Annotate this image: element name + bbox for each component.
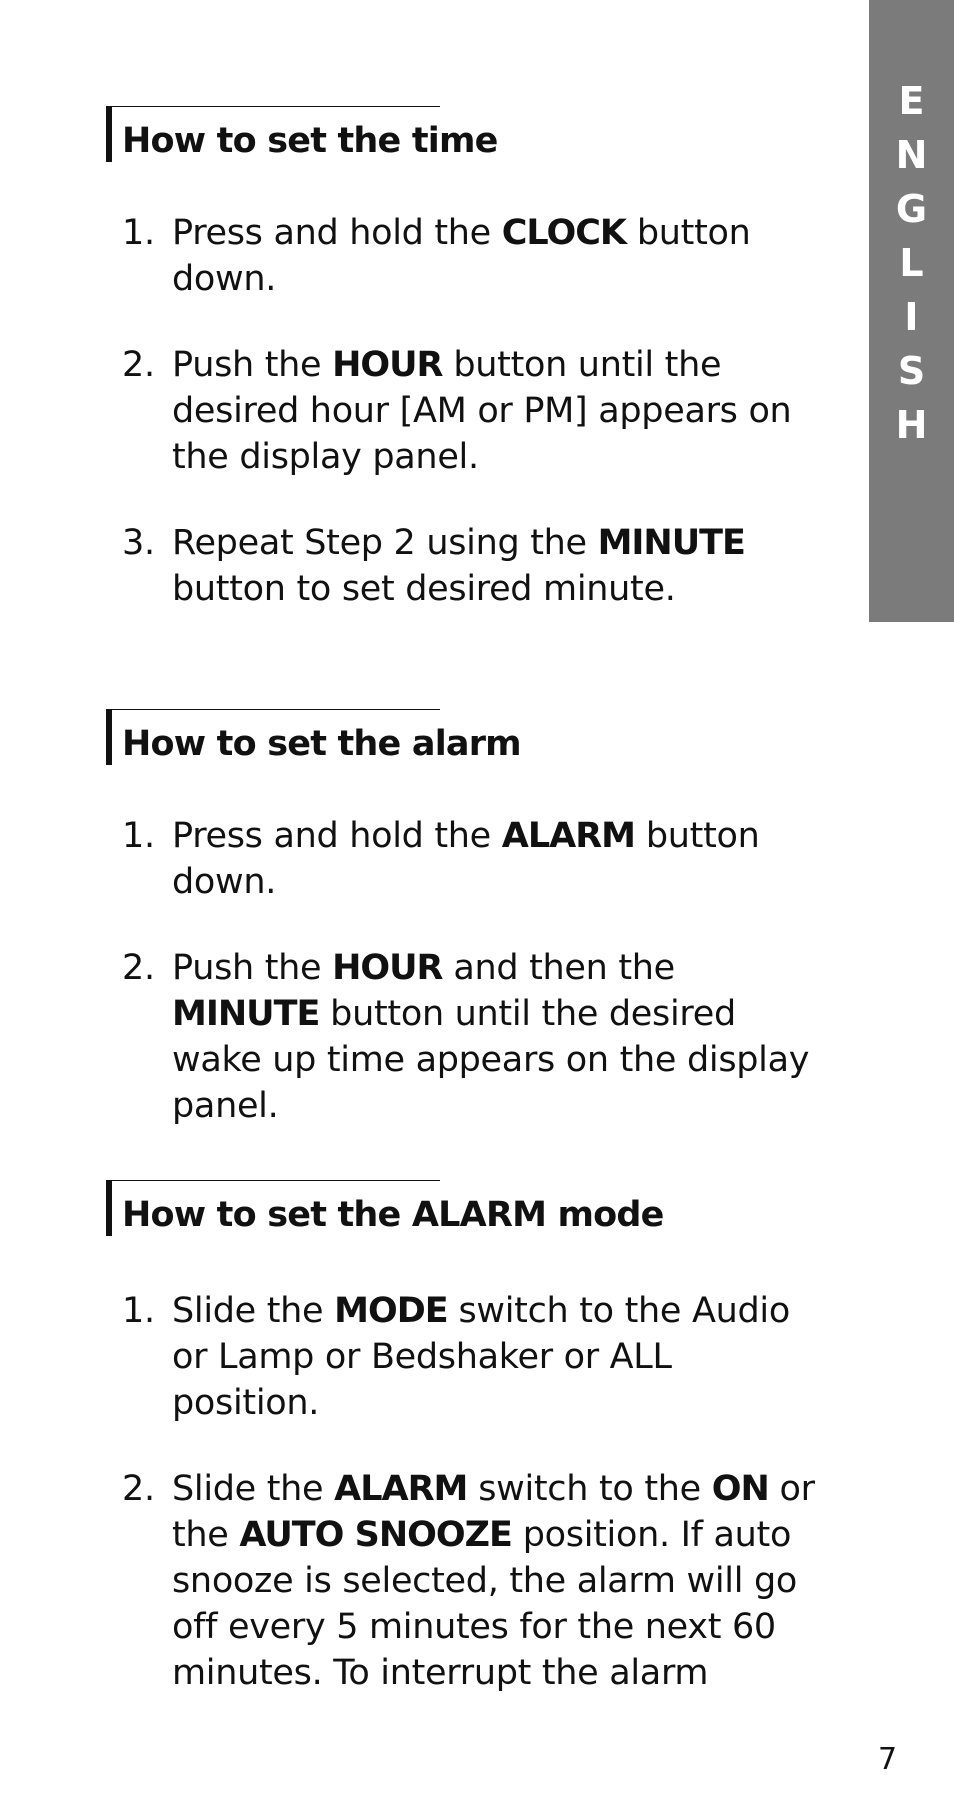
step-text: or the bbox=[172, 1469, 815, 1555]
step-text: button until the desired hour [AM or PM] appears on the display panel. bbox=[172, 345, 792, 477]
section-heading: How to set the alarm bbox=[106, 709, 442, 765]
step-keyword: MINUTE bbox=[597, 523, 745, 563]
step-text: position. If auto snooze is selected, the alarm will go off every 5 minutes for the next 60 minutes. To interrupt the alarm bbox=[172, 1515, 797, 1693]
step-number: 3. bbox=[122, 523, 155, 563]
step-keyword: HOUR bbox=[332, 345, 443, 385]
step-text: Slide the bbox=[172, 1469, 335, 1509]
step-keyword: HOUR bbox=[332, 948, 443, 988]
language-tab bbox=[869, 0, 954, 622]
step-text: Press and hold the bbox=[172, 816, 502, 856]
section-heading: How to set the time bbox=[106, 106, 442, 162]
step-item bbox=[106, 1288, 826, 1426]
step-number: 1. bbox=[122, 213, 155, 253]
step-text: button to set desired minute. bbox=[172, 569, 676, 609]
step-text: Press and hold the bbox=[172, 213, 502, 253]
section-set-alarm-mode bbox=[106, 1180, 826, 1736]
step-keyword: ON bbox=[711, 1469, 769, 1509]
step-item bbox=[106, 945, 826, 1129]
step-number: 1. bbox=[122, 816, 155, 856]
step-text: button down. bbox=[172, 816, 760, 902]
lang-letter: G bbox=[895, 187, 928, 231]
step-keyword: ALARM bbox=[501, 816, 636, 856]
step-keyword: AUTO SNOOZE bbox=[239, 1515, 512, 1555]
lang-letter: S bbox=[897, 349, 926, 393]
step-item bbox=[106, 520, 826, 612]
section-heading: How to set the ALARM mode bbox=[106, 1180, 582, 1236]
section-set-alarm bbox=[106, 709, 826, 1169]
step-number: 1. bbox=[122, 1291, 155, 1331]
lang-letter: N bbox=[895, 133, 928, 177]
page-number: 7 bbox=[878, 1742, 898, 1777]
step-item bbox=[106, 813, 826, 905]
step-number: 2. bbox=[122, 345, 155, 385]
lang-letter: E bbox=[898, 79, 925, 123]
step-keyword: CLOCK bbox=[501, 213, 627, 253]
step-keyword: MINUTE bbox=[172, 994, 320, 1034]
step-text: Slide the bbox=[172, 1291, 335, 1331]
step-item bbox=[106, 1466, 826, 1696]
step-text: button until the desired wake up time appears on the display panel. bbox=[172, 994, 810, 1126]
step-text: switch to the Audio or Lamp or Bedshaker or ALL position. bbox=[172, 1291, 790, 1423]
steps-list bbox=[106, 210, 826, 612]
step-number: 2. bbox=[122, 948, 155, 988]
step-keyword: ALARM bbox=[334, 1469, 468, 1509]
steps-list bbox=[106, 813, 826, 1129]
lang-letter: I bbox=[904, 295, 919, 339]
step-item bbox=[106, 342, 826, 480]
lang-letter: L bbox=[899, 241, 924, 285]
step-item bbox=[106, 210, 826, 302]
step-text: Repeat Step 2 using the bbox=[172, 523, 598, 563]
step-text: Push the bbox=[172, 948, 333, 988]
steps-list bbox=[106, 1288, 826, 1696]
step-text: switch to the bbox=[467, 1469, 712, 1509]
step-number: 2. bbox=[122, 1469, 155, 1509]
step-text: Push the bbox=[172, 345, 333, 385]
step-text: and then the bbox=[442, 948, 675, 988]
step-keyword: MODE bbox=[334, 1291, 448, 1331]
lang-letter: H bbox=[895, 403, 928, 447]
section-set-time bbox=[106, 106, 826, 652]
step-text: button down. bbox=[172, 213, 751, 299]
